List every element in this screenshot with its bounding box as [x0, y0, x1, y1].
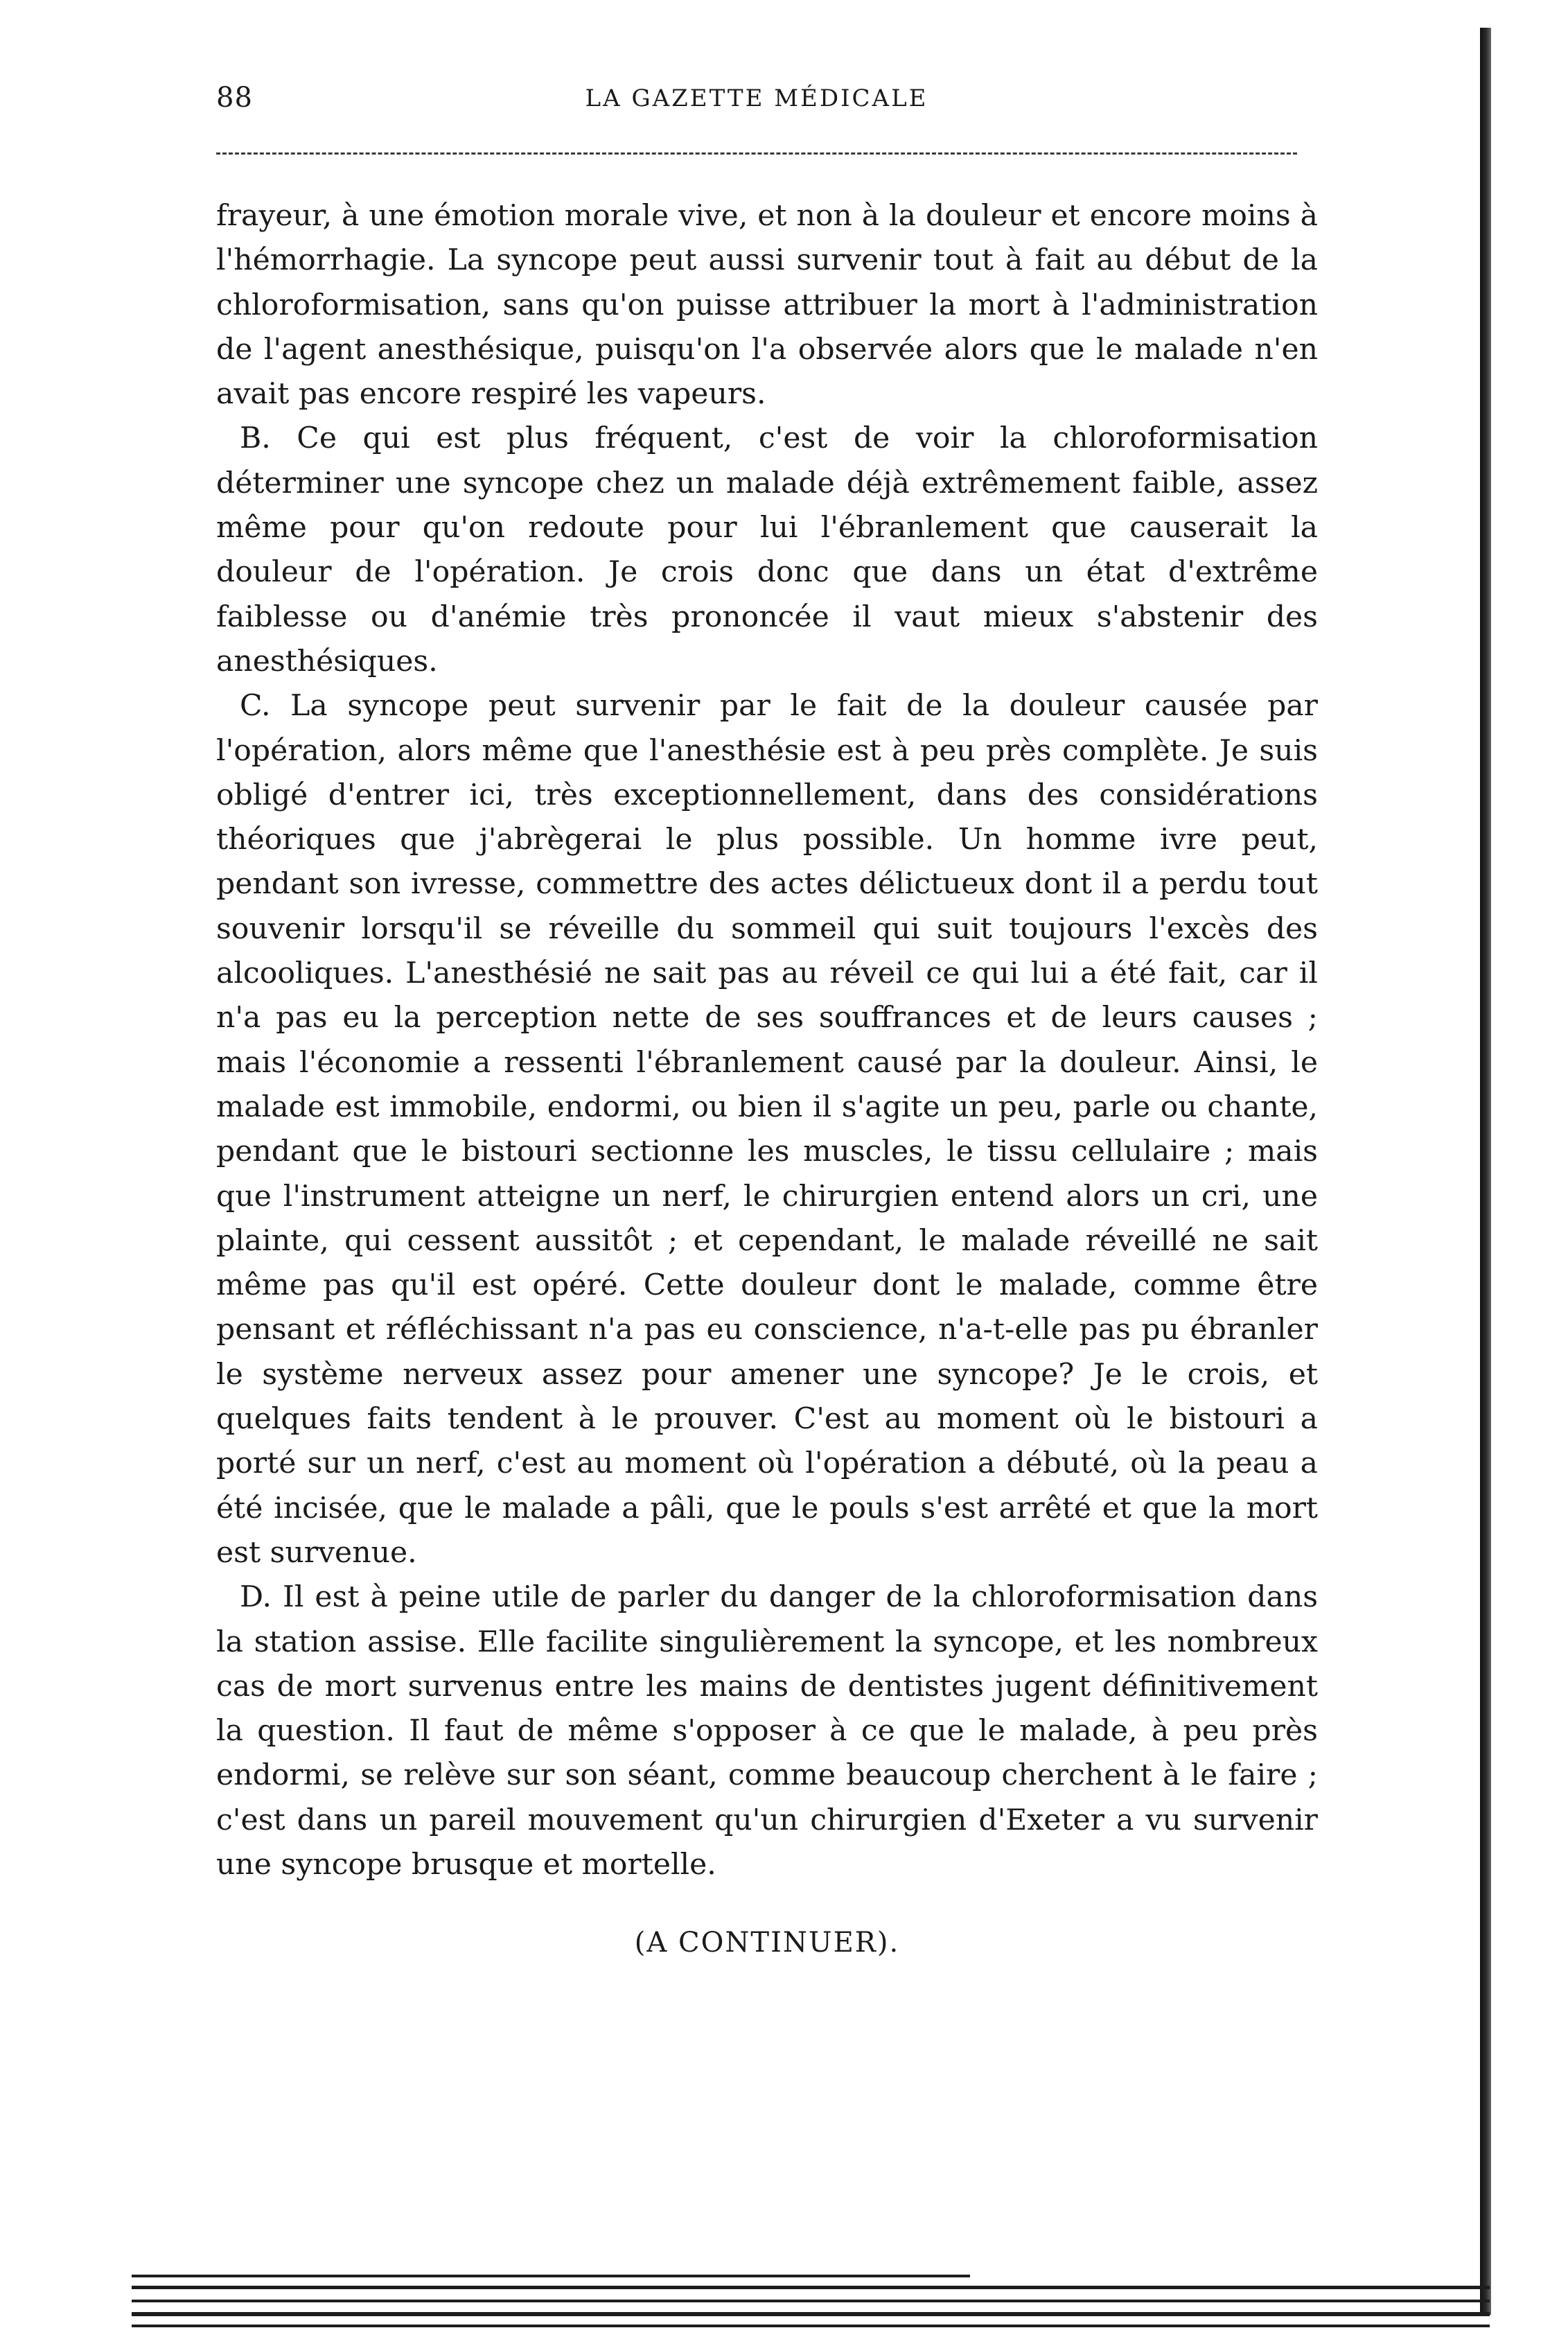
bottom-rule — [132, 2275, 970, 2277]
journal-title: LA GAZETTE MÉDICALE — [585, 85, 928, 112]
bottom-rule — [132, 2312, 1490, 2316]
bottom-rule — [132, 2286, 1490, 2289]
bottom-rule — [132, 2325, 1490, 2327]
binding-edge — [1480, 28, 1491, 2315]
article-body — [216, 194, 1318, 1887]
running-head — [216, 82, 1297, 123]
page-number: 88 — [216, 82, 253, 114]
paragraph-b: B. Ce qui est plus fréquent, c'est de voir la chloroformisation déterminer une syncope chez un malade déjà extrêmement faible, assez même pour qu'on redoute pour lui l'ébranlement que causerait la douleur de l'opération. Je crois donc que dans un état d'extrême faiblesse ou d'anémie très prononcée il vaut mieux s'abstenir des anesthésiques. — [216, 421, 1318, 679]
paragraph-d: D. Il est à peine utile de parler du danger de la chloroformisation dans la station assise. Elle facilite singulièrement la syncope, et les nombreux cas de mort survenus entre les mains de dentistes jugent définitivement la question. Il faut de même s'opposer à ce que le malade, à peu près endormi, se relève sur son séant, comme beaucoup cherchent à le faire ; c'est dans un pareil mouvement qu'un chirurgien d'Exeter a vu survenir une syncope brusque et mortelle. — [216, 1580, 1318, 1882]
paragraph-continued: frayeur, à une émotion morale vive, et non à la douleur et encore moins à l'hémorrhagie. La syncope peut aussi survenir tout à fait au début de la chloroformisation, sans qu'on puisse attribuer la mort à l'administration de l'agent anesthésique, puisqu'on l'a observée alors que le malade n'en avait pas encore respiré les vapeurs. — [216, 199, 1318, 412]
continuation-note: (A CONTINUER). — [634, 1927, 900, 1959]
bottom-rule — [132, 2300, 1490, 2302]
page-edge-shadow — [1476, 0, 1497, 2337]
bottom-edge-rules — [132, 2265, 1490, 2337]
header-rule — [216, 152, 1297, 155]
paragraph-c: C. La syncope peut survenir par le fait de la douleur causée par l'opération, alors même que l'anesthésie est à peu près complète. Je suis obligé d'entrer ici, très exceptionnellement, dans des considérations théoriques que j'abrègerai le plus possible. Un homme ivre peut, pendant son ivresse, commettre des actes délictueux dont il a perdu tout souvenir lorsqu'il se réveille du sommeil qui suit toujours l'excès des alcooliques. L'anesthésié ne sait pas au réveil ce qui lui a été fait, car il n'a pas eu la perception nette de ses souffrances et de leurs causes ; mais l'économie a ressenti l'ébranlement causé par la douleur. Ainsi, le malade est immobile, endormi, ou bien il s'agite un peu, parle ou chante, pendant que le bistouri sectionne les muscles, le tissu cellulaire ; mais que l'instrument atteigne un nerf, le chirurgien entend alors un cri, une plainte, qui cessent aussitôt ; et cependant, le malade réveillé ne sait même pas qu'il est opéré. Cette douleur dont le malade, comme être pensant et réfléchissant n'a pas eu conscience, n'a-t-elle pas pu ébranler le système nerveux assez pour amener une syncope? Je le crois, et quelques faits tendent à le prouver. C'est au moment où le bistouri a porté sur un nerf, c'est au moment où l'opération a débuté, où la peau a été incisée, que le malade a pâli, que le pouls s'est arrêté et que la mort est survenue. — [216, 689, 1318, 1570]
